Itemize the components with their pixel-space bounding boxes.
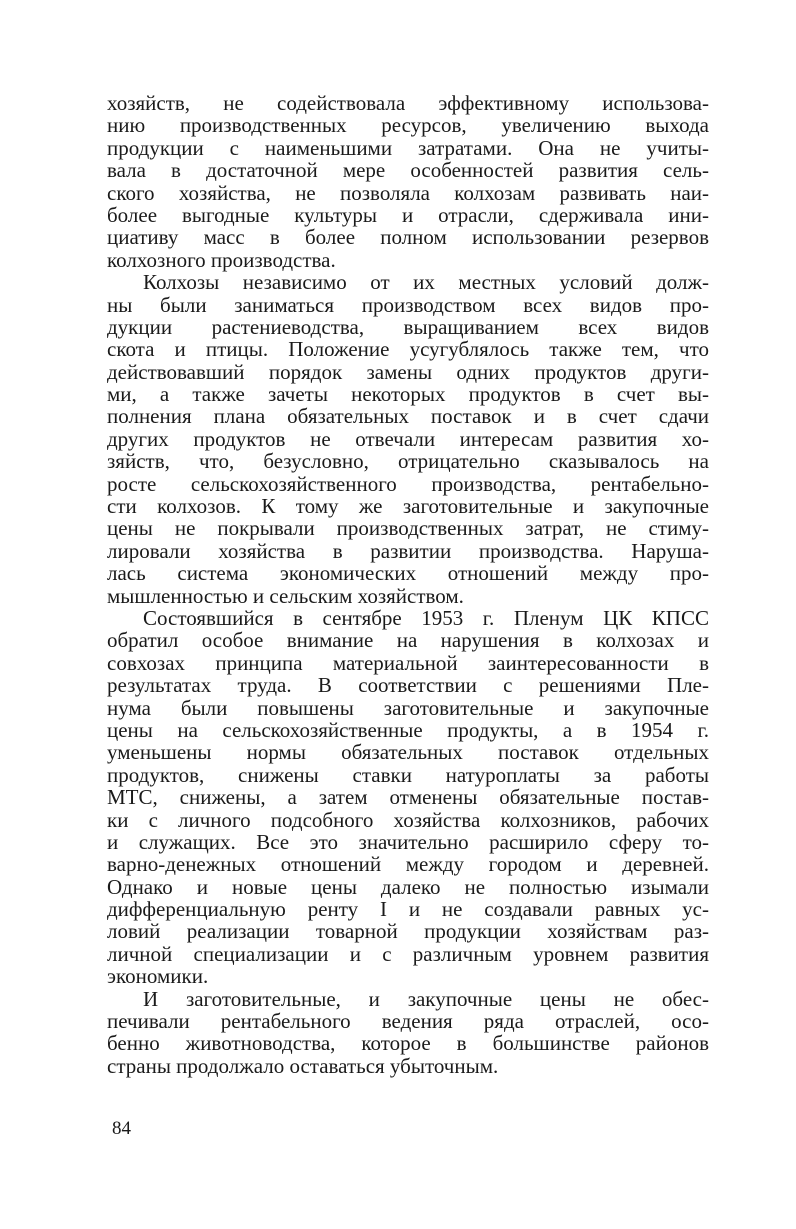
- paragraph-4: [107, 988, 709, 1078]
- text-line: продукции с наименьшими затратами. Она не учиты-: [107, 135, 709, 160]
- paragraph-2: [107, 271, 709, 607]
- text-line: бенно животноводства, которое в большинстве районов: [107, 1031, 709, 1056]
- text-line: ми, а также зачеты некоторых продуктов в счет вы-: [107, 382, 709, 407]
- text-line: лась система экономических отношений между про-: [107, 561, 709, 586]
- text-line: хозяйств, не содействовала эффективному использова-: [107, 91, 709, 115]
- text-line: дукции растениеводства, выращиванием всех видов: [107, 314, 709, 339]
- text-line: действовавший порядок замены одних продуктов други-: [107, 359, 709, 384]
- text-line: колхозного производства.: [107, 247, 336, 272]
- text-line: дифференциальную ренту I и не создавали равных ус-: [107, 897, 709, 922]
- text-line: экономики.: [107, 964, 209, 989]
- text-line: ки с личного подсобного хозяйства колхозников, рабочих: [107, 807, 709, 832]
- text-line: вала в достаточной мере особенностей развития сель-: [107, 158, 709, 183]
- text-line: нума были повышены заготовительные и закупочные: [107, 695, 709, 720]
- text-line: сти колхозов. К тому же заготовительные и закупочные: [107, 494, 709, 519]
- text-line: мышленностью и сельским хозяйством.: [107, 583, 464, 608]
- text-line: цены не покрывали производственных затрат, не стиму-: [107, 516, 709, 541]
- text-line: и служащих. Все это значительно расширило сферу то-: [107, 829, 709, 854]
- text-line: зяйств, что, безусловно, отрицательно сказывалось на: [107, 449, 709, 474]
- text-line: нию производственных ресурсов, увеличению выхода: [107, 113, 709, 138]
- text-line: лировали хозяйства в развитии производства. Наруша-: [107, 538, 709, 563]
- text-line: Однако и новые цены далеко не полностью изымали: [107, 874, 709, 899]
- text-line: циативу масс в более полном использовании резервов: [107, 225, 709, 250]
- text-line: Колхозы независимо от их местных условий долж-: [143, 270, 709, 295]
- text-line: страны продолжало оставаться убыточным.: [107, 1053, 499, 1078]
- body-text: [107, 92, 709, 1077]
- page-number: 84: [112, 1118, 131, 1139]
- text-line: личной специализации и с различным уровнем развития: [107, 941, 709, 966]
- text-line: продуктов, снижены ставки натуроплаты за работы: [107, 762, 709, 787]
- text-line: цены на сельскохозяйственные продукты, а в 1954 г.: [107, 717, 709, 742]
- text-line: скота и птицы. Положение усугублялось также тем, что: [107, 337, 709, 362]
- paragraph-1: [107, 92, 709, 271]
- text-line: Состоявшийся в сентябре 1953 г. Пленум ЦК КПСС: [143, 605, 709, 630]
- text-line: И заготовительные, и закупочные цены не обес-: [143, 986, 709, 1011]
- text-line: росте сельскохозяйственного производства, рентабельно-: [107, 471, 709, 496]
- text-line: МТС, снижены, а затем отменены обязательные постав-: [107, 785, 709, 810]
- text-line: уменьшены нормы обязательных поставок отдельных: [107, 740, 709, 765]
- text-line: других продуктов не отвечали интересам развития хо-: [107, 426, 709, 451]
- text-line: полнения плана обязательных поставок и в счет сдачи: [107, 404, 709, 429]
- text-line: более выгодные культуры и отрасли, сдерживала ини-: [107, 202, 709, 227]
- text-line: варно-денежных отношений между городом и деревней.: [107, 852, 709, 877]
- paragraph-3: [107, 607, 709, 988]
- text-line: ского хозяйства, не позволяла колхозам развивать наи-: [107, 180, 709, 205]
- text-line: ны были заниматься производством всех видов про-: [107, 292, 709, 317]
- text-line: обратил особое внимание на нарушения в колхозах и: [107, 628, 709, 653]
- text-line: результатах труда. В соответствии с решениями Пле-: [107, 673, 709, 698]
- text-line: ловий реализации товарной продукции хозяйствам раз-: [107, 919, 709, 944]
- text-line: совхозах принципа материальной заинтересованности в: [107, 650, 709, 675]
- text-line: печивали рентабельного ведения ряда отраслей, осо-: [107, 1009, 709, 1034]
